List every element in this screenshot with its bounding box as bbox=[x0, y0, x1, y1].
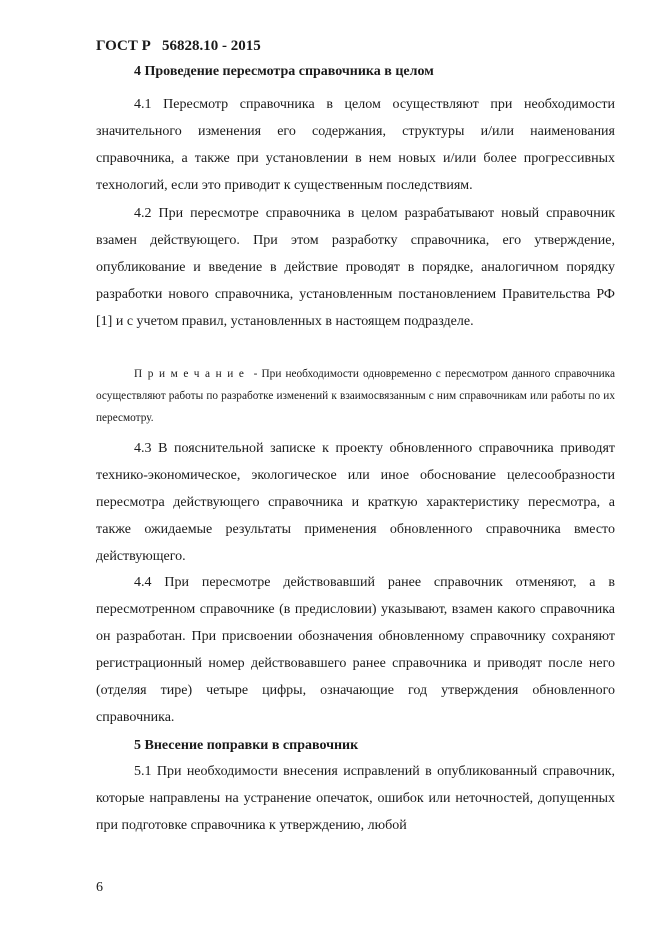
paragraph-4-2: 4.2 При пересмотре справочника в целом разрабатывают новый справочник взамен действующего. При этом разработку справочника, его утверждение, опубликование и введение в действие проводят в порядке, аналогичном порядку разработки нового справочника, установленным постановлением Правительства РФ [1] и с учетом правил, установленных в настоящем подразделе. bbox=[96, 206, 615, 329]
note-label: Примечание bbox=[134, 368, 250, 380]
note-block bbox=[96, 363, 615, 429]
page-number: 6 bbox=[96, 880, 103, 895]
section-5-heading: 5 Внесение поправки в справочник bbox=[134, 738, 359, 753]
paragraph-4-3: 4.3 В пояснительной записке к проекту обновленного справочника приводят технико-экономическое, экологическое или иное обоснование целесообразности пересмотра действующего справочника и краткую характеристику пересмотра, а также ожидаемые результаты применения обновленного справочника вместо действующего. bbox=[96, 441, 615, 564]
paragraph-4-4: 4.4 При пересмотре действовавший ранее справочник отменяют, а в пересмотренном справочнике (в предисловии) указывают, взамен какого справочника он разработан. При присвоении обозначения обновленному справочнику сохраняют регистрационный номер действовавшего ранее справочника и приводят после него (отделяя тире) четыре цифры, означающие год утверждения обновленного справочника. bbox=[96, 575, 615, 725]
section-4-heading: 4 Проведение пересмотра справочника в целом bbox=[134, 64, 434, 79]
note-text: - При необходимости одновременно с пересмотром данного справочника осуществляют работы по разработке изменений к взаимосвязанным с ним справочникам или работы по их пересмотру. bbox=[96, 368, 615, 424]
document-code: ГОСТ Р 56828.10 - 2015 bbox=[96, 38, 261, 54]
paragraph-4-1: 4.1 Пересмотр справочника в целом осуществляют при необходимости значительного изменения его содержания, структуры и/или наименования справочника, а также при установлении в нем новых и/или более прогрессивных технологий, если это приводит к существенным последствиям. bbox=[96, 97, 615, 193]
paragraph-5-1: 5.1 При необходимости внесения исправлений в опубликованный справочник, которые направлены на устранение опечаток, ошибок или неточностей, допущенных при подготовке справочника к утверждению, любой bbox=[96, 764, 615, 833]
